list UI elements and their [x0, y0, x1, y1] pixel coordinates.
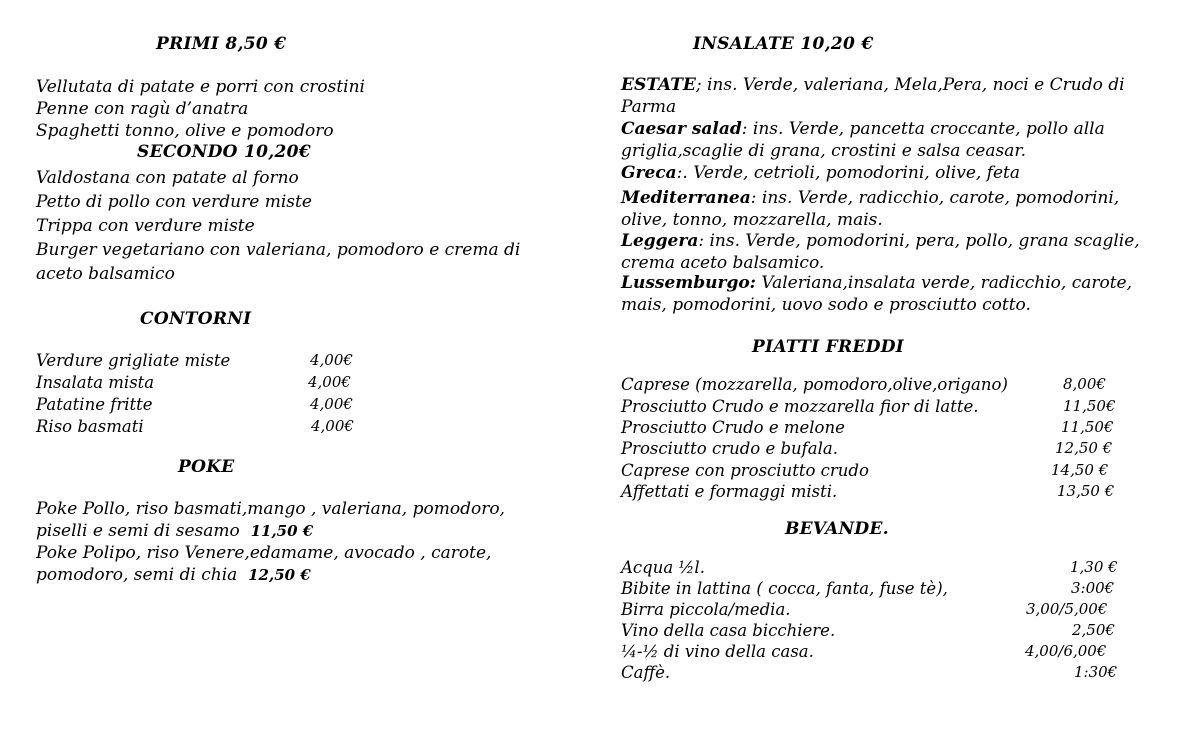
insalata-item	[621, 162, 1151, 184]
bevande-item-name: Vino della casa bicchiere.	[621, 621, 836, 640]
bevande-item-price: 4,00/6,00€	[1025, 642, 1107, 660]
poke-heading: POKE	[178, 457, 235, 477]
poke-item-line: Poke Polipo, riso Venere,edamame, avocado , carote,	[36, 543, 492, 563]
piatti-freddi-item-name: Caprese (mozzarella, pomodoro,olive,origano)	[621, 375, 1008, 394]
bevande-item-name: ¼-½ di vino della casa.	[621, 642, 814, 661]
bevande-item-price: 3,00/5,00€	[1026, 600, 1108, 618]
poke-item-line	[36, 564, 311, 586]
insalata-name: Mediterranea	[621, 188, 751, 208]
piatti-freddi-item-price: 12,50 €	[1055, 439, 1113, 457]
insalata-name: Greca	[621, 163, 677, 183]
insalata-item	[621, 187, 1141, 231]
contorni-item-price: 4,00€	[310, 351, 353, 369]
secondo-heading: SECONDO 10,20€	[137, 142, 311, 162]
piatti-freddi-item-price: 11,50€	[1063, 397, 1116, 415]
bevande-item-name: Bibite in lattina ( cocca, fanta, fuse tè),	[621, 579, 948, 598]
contorni-item-name: Insalata mista	[36, 373, 155, 392]
insalata-name: Lussemburgo:	[621, 273, 756, 293]
bevande-item-price: 1:30€	[1074, 663, 1118, 681]
contorni-item-name: Riso basmati	[36, 417, 144, 436]
piatti-freddi-item-price: 13,50 €	[1057, 482, 1115, 500]
primi-item: Vellutata di patate e porri con crostini	[36, 77, 365, 97]
poke-item-line: Poke Pollo, riso basmati,mango , valeriana, pomodoro,	[36, 499, 505, 519]
primi-item: Penne con ragù d’anatra	[36, 99, 249, 119]
insalata-name: ESTATE	[621, 75, 696, 95]
contorni-item-price: 4,00€	[310, 395, 353, 413]
contorni-item-price: 4,00€	[308, 373, 351, 391]
bevande-item-name: Acqua ½l.	[621, 558, 705, 577]
bevande-heading: BEVANDE.	[785, 519, 889, 539]
contorni-item-name: Verdure grigliate miste	[36, 351, 231, 370]
insalata-desc: : ins. Verde, pomodorini, pera, pollo, grana scaglie, crema aceto balsamico.	[621, 231, 1140, 273]
piatti-freddi-item-name: Prosciutto crudo e bufala.	[621, 439, 838, 458]
piatti-freddi-item-price: 11,50€	[1061, 418, 1114, 436]
insalata-desc: :. Verde, cetrioli, pomodorini, olive, feta	[676, 163, 1021, 183]
insalata-name: Caesar salad	[621, 119, 742, 139]
secondo-item: aceto balsamico	[36, 264, 175, 284]
insalata-item	[621, 230, 1151, 274]
secondo-item: Petto di pollo con verdure miste	[36, 192, 312, 212]
insalata-item	[621, 74, 1151, 118]
insalata-desc: ; ins. Verde, valeriana, Mela,Pera, noci e Crudo di Parma	[621, 75, 1125, 117]
secondo-item: Burger vegetariano con valeriana, pomodoro e crema di	[36, 240, 521, 260]
piatti-freddi-item-name: Affettati e formaggi misti.	[621, 482, 838, 501]
contorni-item-price: 4,00€	[311, 417, 354, 435]
piatti-freddi-item-price: 14,50 €	[1051, 461, 1109, 479]
insalate-heading: INSALATE 10,20 €	[693, 34, 874, 54]
poke-item-line	[36, 520, 313, 542]
primi-item: Spaghetti tonno, olive e pomodoro	[36, 121, 334, 141]
insalata-name: Leggera	[621, 231, 699, 251]
poke-item-price: 11,50 €	[250, 522, 314, 540]
poke-item-text: pomodoro, semi di chia	[36, 565, 238, 585]
piatti-freddi-heading: PIATTI FREDDI	[752, 337, 905, 357]
piatti-freddi-item-price: 8,00€	[1063, 375, 1106, 393]
bevande-item-name: Birra piccola/media.	[621, 600, 791, 619]
contorni-heading: CONTORNI	[140, 309, 252, 329]
insalata-item	[621, 118, 1121, 162]
insalata-desc: Valeriana,insalata verde, radicchio, carote, mais, pomodorini, uovo sodo e prosciutto cotto.	[621, 273, 1133, 315]
piatti-freddi-item-name: Caprese con prosciutto crudo	[621, 461, 869, 480]
poke-item-price: 12,50 €	[248, 566, 311, 584]
primi-heading: PRIMI 8,50 €	[156, 34, 287, 54]
contorni-item-name: Patatine fritte	[36, 395, 153, 414]
insalata-item	[621, 272, 1151, 316]
bevande-item-price: 1,30 €	[1070, 558, 1118, 576]
secondo-item: Trippa con verdure miste	[36, 216, 255, 236]
bevande-item-price: 2,50€	[1072, 621, 1115, 639]
piatti-freddi-item-name: Prosciutto Crudo e mozzarella fior di latte.	[621, 397, 979, 416]
insalata-desc: : ins. Verde, radicchio, carote, pomodorini, olive, tonno, mozzarella, mais.	[621, 188, 1120, 230]
insalata-desc: : ins. Verde, pancetta croccante, pollo alla griglia,scaglie di grana, crostini e salsa ceasar.	[621, 119, 1105, 161]
secondo-item: Valdostana con patate al forno	[36, 168, 299, 188]
piatti-freddi-item-name: Prosciutto Crudo e melone	[621, 418, 845, 437]
bevande-item-name: Caffè.	[621, 663, 671, 682]
bevande-item-price: 3:00€	[1071, 579, 1115, 597]
poke-item-text: piselli e semi di sesamo	[36, 521, 240, 541]
